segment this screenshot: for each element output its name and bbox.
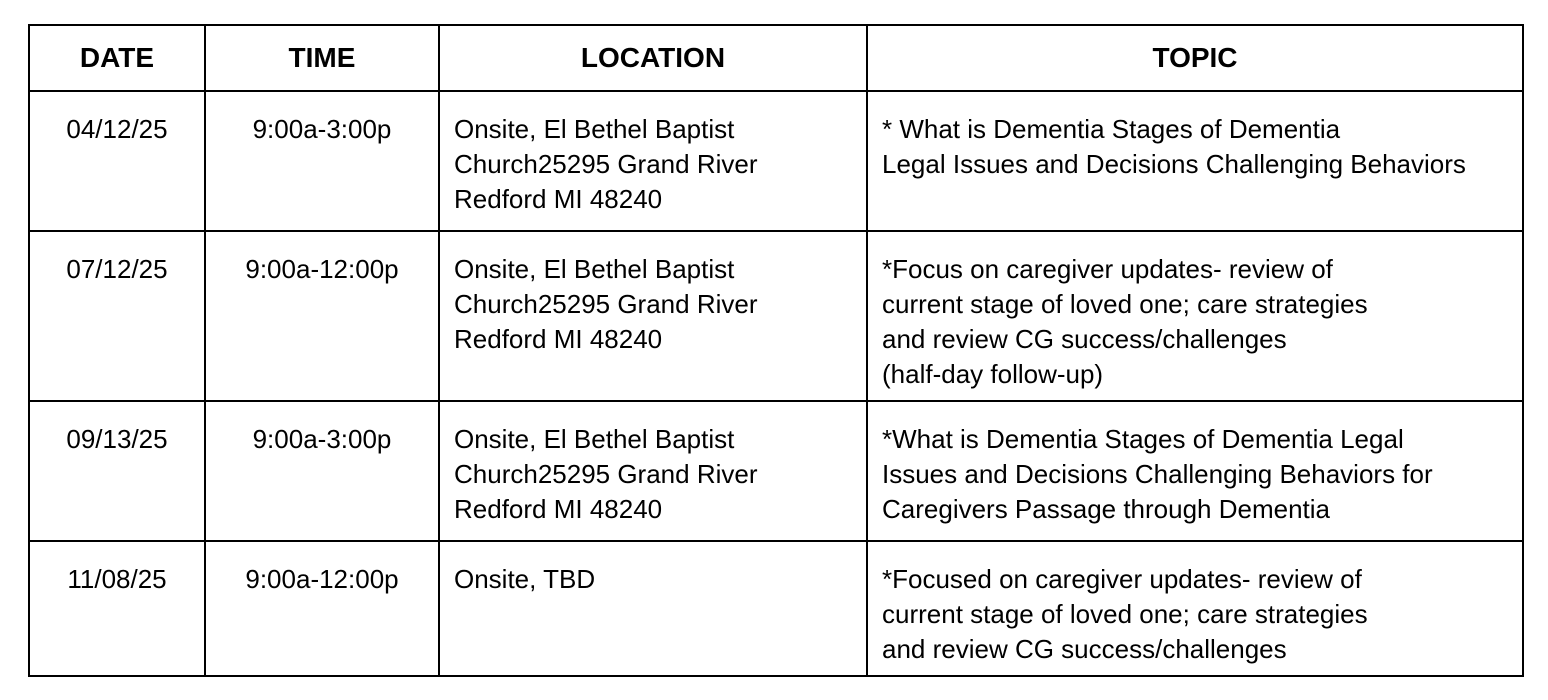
location-line: Church25295 Grand River: [454, 289, 758, 319]
date-cell: 11/08/25: [29, 541, 205, 676]
date-cell: 04/12/25: [29, 91, 205, 231]
topic-line: *Focused on caregiver updates- review of: [882, 564, 1362, 594]
topic-line: * What is Dementia Stages of Dementia: [882, 114, 1341, 144]
location-line: Redford MI 48240: [454, 184, 663, 214]
location-cell: [439, 91, 867, 231]
topic-cell: [867, 541, 1523, 676]
date-cell: 09/13/25: [29, 401, 205, 541]
header-time: TIME: [205, 25, 439, 91]
location-cell: [439, 231, 867, 401]
date-cell: 07/12/25: [29, 231, 205, 401]
time-cell: 9:00a-3:00p: [205, 401, 439, 541]
header-location: LOCATION: [439, 25, 867, 91]
table-row: [29, 91, 1523, 231]
location-line: Church25295 Grand River: [454, 459, 758, 489]
topic-line: current stage of loved one; care strategies: [882, 599, 1368, 629]
location-line: Onsite, TBD: [454, 564, 596, 594]
topic-cell: [867, 231, 1523, 401]
header-topic: TOPIC: [867, 25, 1523, 91]
time-cell: 9:00a-12:00p: [205, 541, 439, 676]
location-line: Onsite, El Bethel Baptist: [454, 254, 735, 284]
header-date: DATE: [29, 25, 205, 91]
time-cell: 9:00a-12:00p: [205, 231, 439, 401]
topic-cell: [867, 91, 1523, 231]
topic-line: (half-day follow-up): [882, 359, 1104, 389]
location-line: Onsite, El Bethel Baptist: [454, 424, 735, 454]
location-cell: [439, 401, 867, 541]
location-line: Church25295 Grand River: [454, 149, 758, 179]
topic-line: and review CG success/challenges: [882, 324, 1287, 354]
topic-line: Caregivers Passage through Dementia: [882, 494, 1331, 524]
topic-line: *What is Dementia Stages of Dementia Legal: [882, 424, 1404, 454]
header-row: [29, 25, 1523, 91]
topic-line: and review CG success/challenges: [882, 634, 1287, 664]
topic-line: current stage of loved one; care strategies: [882, 289, 1368, 319]
schedule-table: [28, 24, 1524, 677]
location-line: Redford MI 48240: [454, 494, 663, 524]
time-cell: 9:00a-3:00p: [205, 91, 439, 231]
location-cell: [439, 541, 867, 676]
topic-line: Legal Issues and Decisions Challenging Behaviors: [882, 149, 1466, 179]
topic-cell: [867, 401, 1523, 541]
topic-line: *Focus on caregiver updates- review of: [882, 254, 1333, 284]
table-row: [29, 401, 1523, 541]
location-line: Onsite, El Bethel Baptist: [454, 114, 735, 144]
table-row: [29, 231, 1523, 401]
table-row: [29, 541, 1523, 676]
topic-line: Issues and Decisions Challenging Behaviors for: [882, 459, 1433, 489]
location-line: Redford MI 48240: [454, 324, 663, 354]
